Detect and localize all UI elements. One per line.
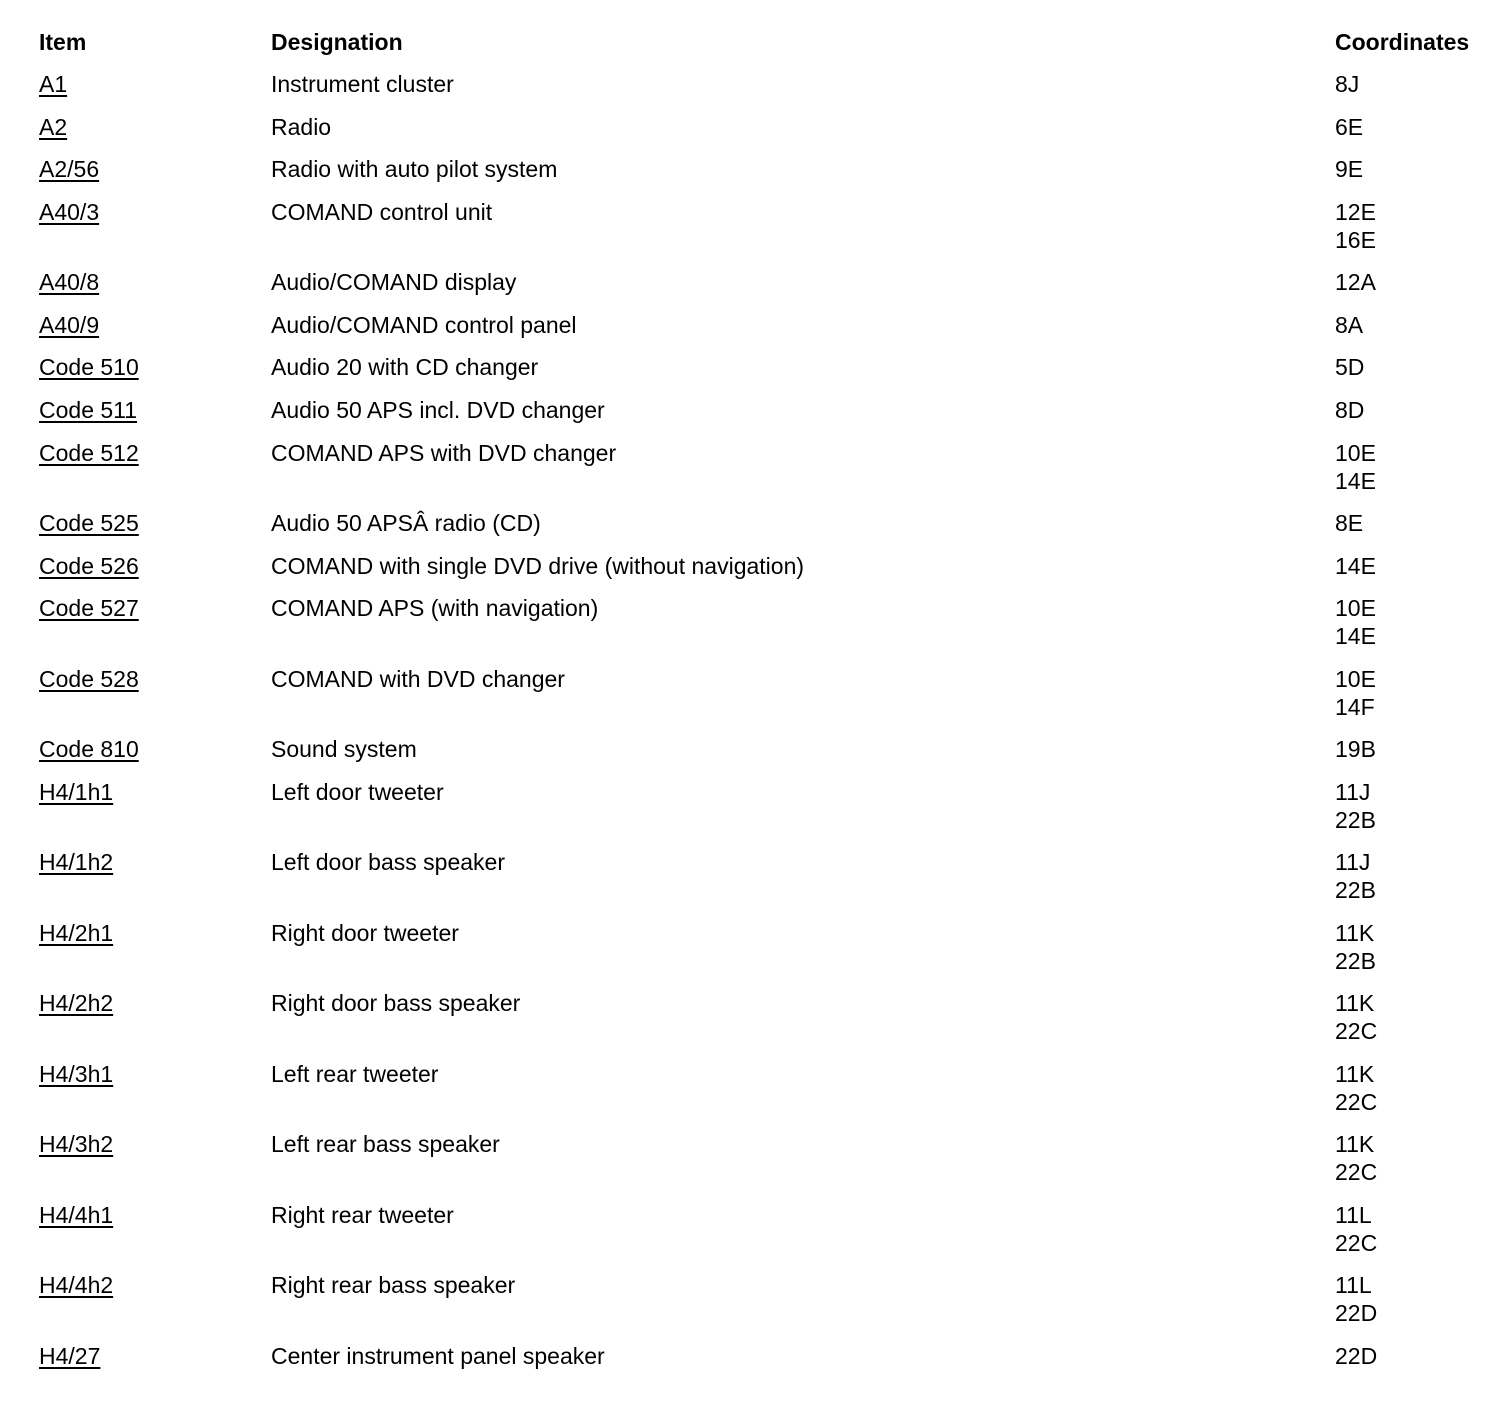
coordinates-cell (1335, 268, 1376, 296)
coordinates-cell (1335, 552, 1376, 580)
item-link[interactable]: Code 810 (39, 736, 139, 763)
coordinate-value: 11J (1335, 778, 1371, 805)
designation-cell: Audio/COMAND control panel (271, 311, 577, 338)
designation-cell: Instrument cluster (271, 71, 454, 97)
coordinates-cell (1335, 665, 1376, 721)
coordinate-value: 10E (1335, 439, 1376, 466)
table-row (0, 1060, 1504, 1131)
table-row (0, 198, 1504, 269)
designation-cell: COMAND APS with DVD changer (271, 439, 617, 466)
coordinate-value: 22D (1335, 1300, 1378, 1327)
coordinate-value: 11L (1335, 1272, 1372, 1299)
designation-cell: COMAND APS (with navigation) (271, 595, 599, 622)
table-row (0, 439, 1504, 510)
coordinate-value: 11K (1335, 1131, 1375, 1158)
coordinate-value: 5D (1335, 354, 1365, 381)
coordinate-value: 11K (1335, 990, 1375, 1017)
designation-cell: Audio/COMAND display (271, 269, 517, 296)
coordinate-value: 14E (1335, 623, 1376, 650)
coordinate-value: 14E (1335, 467, 1376, 494)
item-link[interactable]: H4/4h1 (39, 1201, 114, 1228)
coordinate-value: 12A (1335, 269, 1376, 296)
item-link[interactable]: Code 525 (39, 510, 139, 537)
coordinate-value: 22C (1335, 1018, 1378, 1045)
table-header-row (0, 28, 1504, 70)
coordinates-cell (1335, 439, 1376, 495)
coordinates-cell (1335, 848, 1376, 904)
coordinates-cell (1335, 198, 1376, 254)
coordinates-cell (1335, 778, 1376, 834)
item-link[interactable]: H4/2h1 (39, 919, 114, 946)
item-link[interactable]: A2 (39, 113, 68, 140)
table-row (0, 1342, 1504, 1385)
coordinates-cell (1335, 311, 1363, 339)
coordinates-cell (1335, 1130, 1377, 1186)
table-row (0, 735, 1504, 778)
table-row (0, 594, 1504, 665)
table-row (0, 1271, 1504, 1342)
item-link[interactable]: A2/56 (39, 156, 100, 183)
item-link[interactable]: Code 512 (39, 439, 139, 466)
coordinate-value: 6E (1335, 113, 1364, 140)
designation-cell: COMAND with single DVD drive (without navigation) (271, 552, 805, 579)
item-link[interactable]: H4/1h2 (39, 849, 114, 876)
component-table (0, 28, 1504, 1385)
item-link[interactable]: Code 527 (39, 595, 139, 622)
coordinates-cell (1335, 989, 1377, 1045)
coordinate-value: 22D (1335, 1342, 1378, 1369)
item-link[interactable]: H4/27 (39, 1342, 101, 1369)
coordinate-value: 11J (1335, 849, 1371, 876)
designation-cell: Audio 20 with CD changer (271, 354, 539, 381)
item-link[interactable]: H4/1h1 (39, 778, 114, 805)
coordinate-value: 22C (1335, 1229, 1378, 1256)
table-row (0, 353, 1504, 396)
table-row (0, 989, 1504, 1060)
table-row (0, 311, 1504, 354)
coordinate-value: 8D (1335, 397, 1365, 424)
item-link[interactable]: A40/9 (39, 311, 100, 338)
header-coordinates: Coordinates (1335, 29, 1470, 55)
item-link[interactable]: A40/3 (39, 198, 100, 225)
table-row (0, 509, 1504, 552)
table-row (0, 848, 1504, 919)
coordinate-value: 9E (1335, 156, 1364, 183)
table-row (0, 1201, 1504, 1272)
designation-cell: Sound system (271, 736, 417, 763)
designation-cell: Right door bass speaker (271, 990, 521, 1017)
item-link[interactable]: H4/3h1 (39, 1060, 114, 1087)
item-link[interactable]: Code 528 (39, 665, 139, 692)
designation-cell: Radio (271, 113, 332, 140)
coordinate-value: 22B (1335, 806, 1376, 833)
coordinate-value: 19B (1335, 736, 1376, 763)
designation-cell: Left door tweeter (271, 778, 444, 805)
coordinates-cell (1335, 919, 1376, 975)
designation-cell: Audio 50 APS incl. DVD changer (271, 397, 605, 424)
item-link[interactable]: Code 510 (39, 354, 139, 381)
coordinates-cell (1335, 1060, 1377, 1116)
table-row (0, 113, 1504, 156)
designation-cell: Right door tweeter (271, 919, 459, 946)
coordinates-cell (1335, 1201, 1377, 1257)
item-link[interactable]: Code 511 (39, 397, 138, 424)
coordinate-value: 11K (1335, 1060, 1375, 1087)
coordinates-cell (1335, 70, 1359, 98)
table-row (0, 396, 1504, 439)
coordinates-cell (1335, 113, 1363, 141)
coordinate-value: 22C (1335, 1159, 1378, 1186)
coordinates-cell (1335, 509, 1363, 537)
table-row (0, 778, 1504, 849)
coordinate-value: 12E (1335, 198, 1376, 225)
coordinate-value: 8J (1335, 71, 1360, 97)
table-row (0, 552, 1504, 595)
coordinate-value: 22B (1335, 877, 1376, 904)
coordinates-cell (1335, 155, 1363, 183)
designation-cell: COMAND with DVD changer (271, 665, 565, 692)
coordinates-cell (1335, 1342, 1377, 1370)
item-link[interactable]: Code 526 (39, 552, 139, 579)
designation-cell: Center instrument panel speaker (271, 1342, 605, 1369)
coordinate-value: 11K (1335, 919, 1375, 946)
coordinates-cell (1335, 1271, 1377, 1327)
designation-cell: Left rear tweeter (271, 1060, 439, 1087)
coordinate-value: 14E (1335, 552, 1376, 579)
designation-cell: Left door bass speaker (271, 849, 505, 876)
table-row (0, 919, 1504, 990)
designation-cell: Right rear tweeter (271, 1201, 454, 1228)
table-row (0, 1130, 1504, 1201)
coordinates-cell (1335, 594, 1376, 650)
designation-cell: Left rear bass speaker (271, 1131, 500, 1158)
coordinate-value: 10E (1335, 595, 1376, 622)
coordinate-value: 22C (1335, 1088, 1378, 1115)
coordinates-cell (1335, 396, 1364, 424)
table-row (0, 155, 1504, 198)
header-item: Item (39, 29, 87, 55)
coordinate-value: 8A (1335, 311, 1364, 338)
item-link[interactable]: H4/2h2 (39, 990, 114, 1017)
coordinates-cell (1335, 735, 1376, 763)
designation-cell: COMAND control unit (271, 198, 493, 225)
coordinate-value: 8E (1335, 510, 1364, 537)
table-row (0, 665, 1504, 736)
item-link[interactable]: H4/3h2 (39, 1131, 114, 1158)
table-row (0, 268, 1504, 311)
coordinate-value: 16E (1335, 226, 1376, 253)
designation-cell: Audio 50 APSÂ radio (CD) (271, 510, 541, 537)
table-body (0, 70, 1504, 1385)
designation-cell: Right rear bass speaker (271, 1272, 516, 1299)
item-link[interactable]: H4/4h2 (39, 1272, 114, 1299)
coordinate-value: 22B (1335, 947, 1376, 974)
designation-cell: Radio with auto pilot system (271, 156, 558, 183)
coordinates-cell (1335, 353, 1364, 381)
coordinate-value: 14F (1335, 693, 1375, 720)
coordinate-value: 11L (1335, 1201, 1372, 1228)
coordinate-value: 10E (1335, 665, 1376, 692)
table-row (0, 70, 1504, 113)
item-link[interactable]: A1 (39, 71, 68, 97)
item-link[interactable]: A40/8 (39, 269, 100, 296)
header-designation: Designation (271, 29, 403, 55)
